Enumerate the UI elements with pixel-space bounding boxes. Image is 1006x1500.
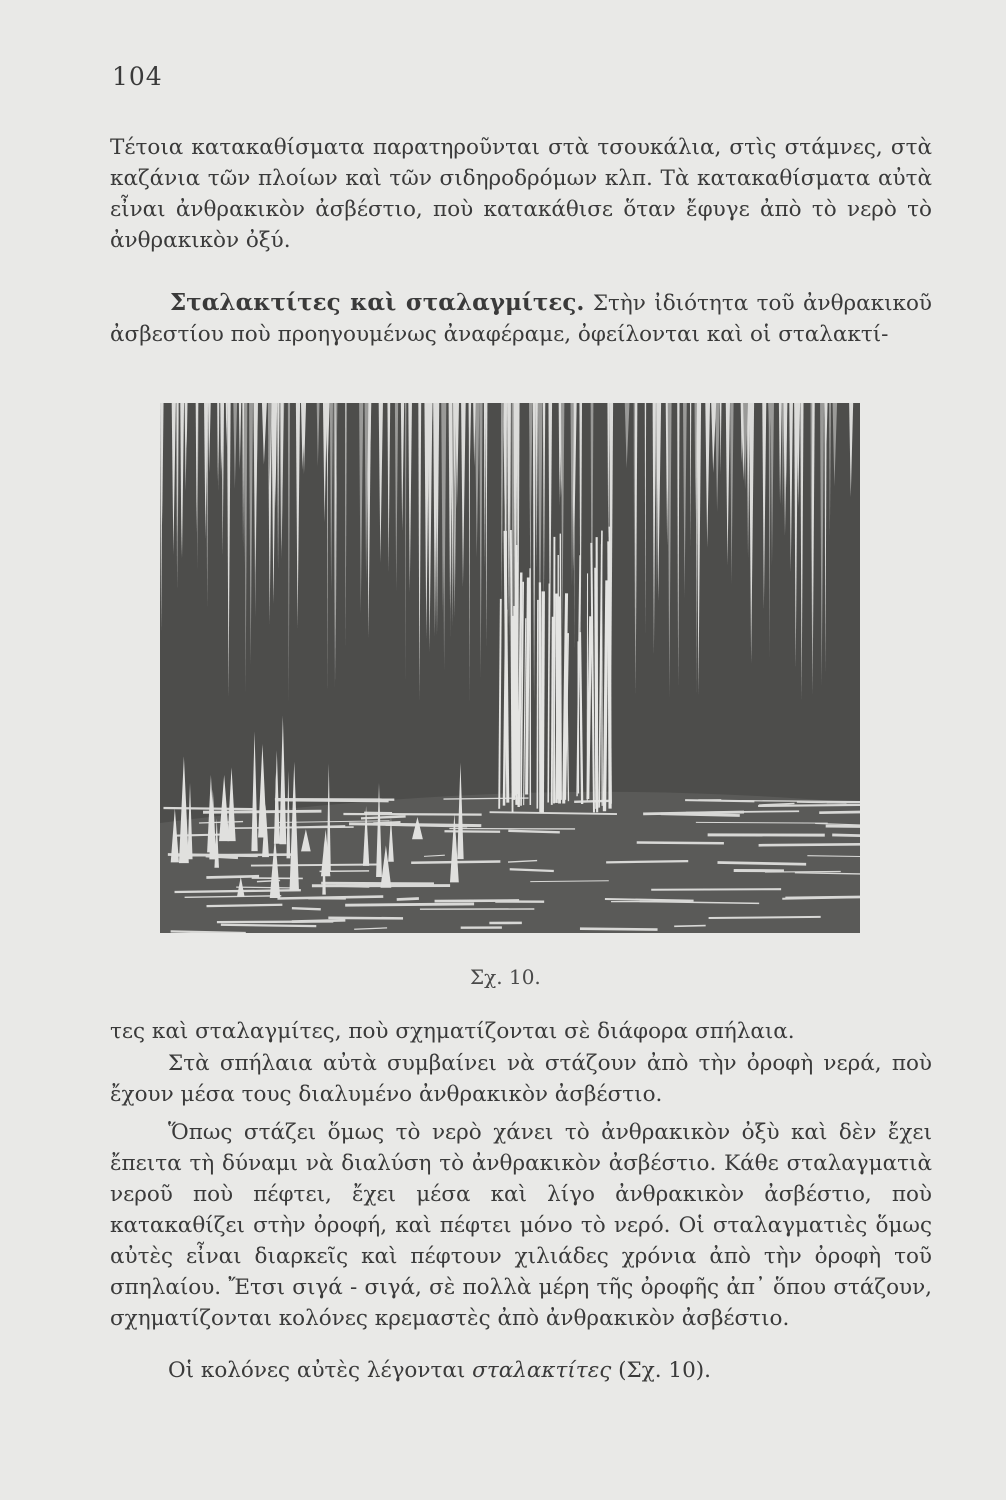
term-stalactites: σταλακτίτες	[472, 1358, 612, 1383]
page-number: 104	[112, 62, 163, 91]
paragraph-4: Στὰ σπήλαια αὐτὰ συμβαίνει νὰ στάζουν ἀπὸ τὴν ὀροφὴ νερά, ποὺ ἔχουν μέσα τους διαλυμένο ἀνθρακικὸν ἀσβέστιο.	[110, 1051, 932, 1107]
paragraph-2	[110, 287, 932, 350]
figure-stalactite-cave	[160, 403, 860, 933]
paragraph-3: τες καὶ σταλαγμίτες, ποὺ σχηματίζονται σὲ διάφορα σπήλαια.	[110, 1019, 795, 1044]
section-heading: Σταλακτίτες καὶ σταλαγμίτες.	[170, 289, 585, 316]
stalactite-cave-illustration	[160, 403, 860, 933]
paragraph-6-start: Οἱ κολόνες αὐτὲς λέγονται	[168, 1358, 473, 1383]
paragraph-1: Τέτοια κατακαθίσματα παρατηροῦνται στὰ τσουκάλια, στὶς στάμνες, στὰ καζάνια τῶν πλοίων καὶ τῶν σιδηροδρόμων κλπ. Τὰ κατακαθίσματα αὐτὰ εἶναι ἀνθρακικὸν ἀσβέστιο, ποὺ κατακάθισε ὅταν ἔφυγε ἀπὸ τὸ νερὸ τὸ ἀνθρακικὸν ὀξύ.	[110, 135, 932, 253]
paragraph-5: Ὅπως στάζει ὅμως τὸ νερὸ χάνει τὸ ἀνθρακικὸν ὀξὺ καὶ δὲν ἔχει ἔπειτα τὴ δύναμι νὰ διαλύση τὸ ἀνθρακικὸν ἀσβέστιο. Κάθε σταλαγματιὰ νεροῦ ποὺ πέφτει, ἔχει μέσα καὶ λίγο ἀνθρακικὸν ἀσβέστιο, ποὺ κατακαθίζει στὴν ὀροφή, καὶ πέφτει μόνο τὸ νερό. Οἱ σταλαγματιὲς ὅμως αὐτὲς εἶναι διαρκεῖς καὶ πέφτουν χιλιάδες χρόνια ἀπὸ τὴν ὀροφὴ τοῦ σπηλαίου. Ἔτσι σιγά - σιγά, σὲ πολλὰ μέρη τῆς ὀροφῆς ἀπ᾽ ὅπου στάζουν, σχηματίζονται κολόνες κρεμαστὲς ἀπὸ ἀνθρακικὸν ἀσβέστιο.	[110, 1120, 932, 1331]
paragraph-2-text: Στὴν ἰδιότητα τοῦ ἀνθρακικοῦ ἀσβεστίου ποὺ προηγουμένως ἀναφέραμε, ὀφείλονται καὶ οἱ σταλακτί-	[110, 291, 932, 347]
figure-caption: Σχ. 10.	[470, 965, 541, 989]
paragraph-6-end: (Σχ. 10).	[611, 1358, 711, 1383]
paragraph-6	[110, 1355, 932, 1386]
